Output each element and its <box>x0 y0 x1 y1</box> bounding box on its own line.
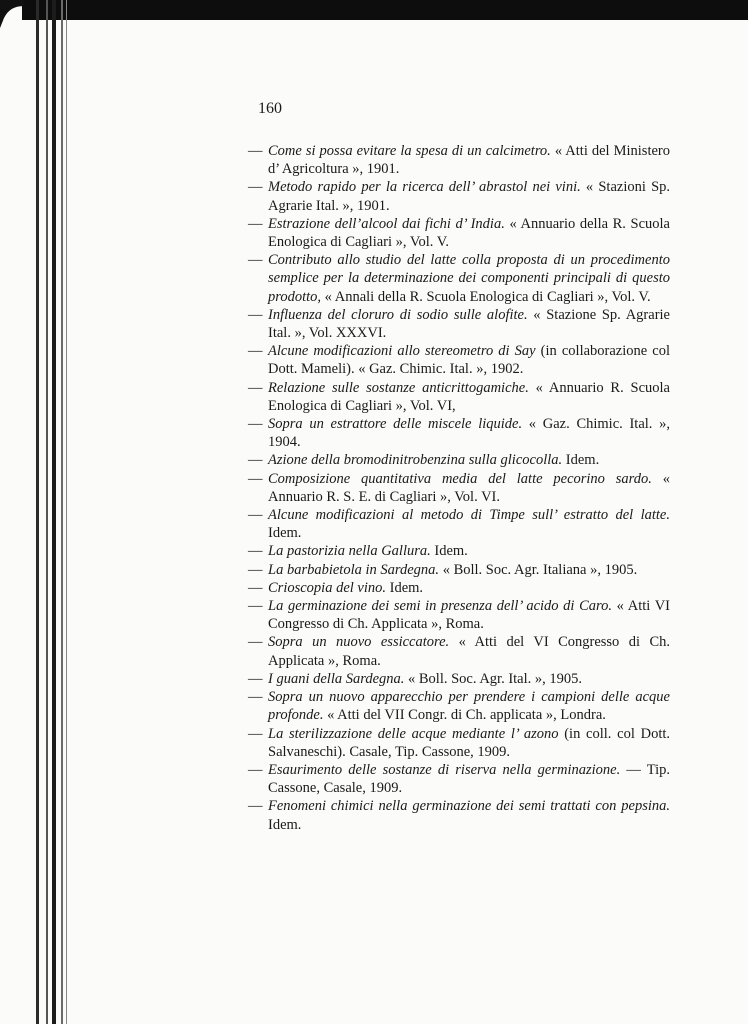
entry-title: Metodo rapido per la ricerca dell’ abrastol nei vini. <box>268 179 581 196</box>
entry-dash: — <box>248 179 263 196</box>
entry-source: « Annuario R. Scuola Enologica di Cagliari », Vol. VI, <box>268 379 670 414</box>
publication-entry <box>248 215 670 251</box>
entry-title: Influenza del cloruro di sodio sulle alofite. <box>268 306 528 323</box>
entry-dash: — <box>248 543 263 560</box>
entry-dash: — <box>248 143 263 159</box>
entry-title: Azione della bromodinitrobenzina sulla glicocolla. <box>268 452 563 469</box>
entry-source: « Atti del VII Congr. di Ch. applicata », Londra. <box>323 707 606 724</box>
entry-dash: — <box>248 416 263 433</box>
entry-title: La barbabietola in Sardegna. <box>268 561 440 578</box>
scan-top-border <box>22 0 748 20</box>
entry-dash: — <box>248 306 263 323</box>
entry-dash: — <box>248 252 263 269</box>
publication-entry <box>248 688 670 724</box>
entry-dash: — <box>248 452 263 469</box>
publication-list <box>248 142 670 834</box>
entry-title: I guani della Sardegna. <box>268 670 405 687</box>
entry-title: Crioscopia del vino. <box>268 579 387 596</box>
entry-title: La pastorizia nella Gallura. <box>268 543 431 560</box>
publication-entry <box>248 761 670 797</box>
publication-entry <box>248 251 670 306</box>
publication-entry <box>248 178 670 214</box>
entry-source: « Atti VI Congresso di Ch. Applicata », Roma. <box>268 598 670 633</box>
entry-source: « Boll. Soc. Agr. Ital. », 1905. <box>404 670 583 687</box>
entry-title: Esaurimento delle sostanze di riserva nella germinazione. <box>268 761 621 778</box>
page-number: 160 <box>258 100 282 117</box>
entry-source: Idem. <box>268 525 302 542</box>
entry-source: (in collaborazione col Dott. Mameli). « Gaz. Chimic. Ital. », 1902. <box>268 343 670 378</box>
publication-entry <box>248 451 670 469</box>
entry-title: Come si possa evitare la spesa di un calcimetro. <box>268 143 551 159</box>
entry-title: La germinazione dei semi in presenza dell’ acido di Caro. <box>268 598 613 615</box>
publication-entry <box>248 670 670 688</box>
entry-source: Idem. <box>386 579 424 596</box>
entry-dash: — <box>248 634 263 651</box>
publication-entry <box>248 797 670 833</box>
entry-source: « Gaz. Chimic. Ital. », 1904. <box>268 416 670 451</box>
entry-dash: — <box>248 798 263 815</box>
entry-source: — Tip. Cassone, Casale, 1909. <box>268 761 670 797</box>
publication-entry <box>248 306 670 342</box>
entry-dash: — <box>248 507 263 524</box>
publication-entry <box>248 561 670 579</box>
entry-dash: — <box>248 561 263 578</box>
publication-entry <box>248 415 670 451</box>
entry-dash: — <box>248 579 263 596</box>
entry-dash: — <box>248 470 263 487</box>
publication-entry <box>248 579 670 597</box>
publication-entry <box>248 542 670 560</box>
entry-title: Fenomeni chimici nella germinazione dei semi trattati con pepsina. <box>268 798 670 815</box>
publication-entry <box>248 379 670 415</box>
entry-dash: — <box>248 761 263 778</box>
publication-entry <box>248 142 670 178</box>
entry-source: Idem. <box>562 452 600 469</box>
entry-source: « Annuario della R. Scuola Enologica di Cagliari », Vol. V. <box>268 215 670 251</box>
entry-source: « Stazioni Sp. Agrarie Ital. », 1901. <box>268 179 671 214</box>
curled-page-corner <box>0 0 24 30</box>
entry-source: « Atti del Ministero d’ Agricoltura », 1901. <box>268 143 670 178</box>
entry-dash: — <box>248 343 263 360</box>
entry-source: « Stazione Sp. Agrarie Ital. », Vol. XXXVI. <box>268 306 670 342</box>
entry-title: Composizione quantitativa media del latte pecorino sardo. <box>268 470 652 487</box>
entry-title: Relazione sulle sostanze anticrittogamiche. <box>268 379 529 396</box>
entry-dash: — <box>248 379 263 396</box>
entry-title: Alcune modificazioni al metodo di Timpe sull’ estratto del latte. <box>268 507 670 524</box>
publication-entry <box>248 470 670 506</box>
entry-source: « Boll. Soc. Agr. Italiana », 1905. <box>439 561 638 578</box>
entry-source: Idem. <box>430 543 468 560</box>
entry-source: « Annali della R. Scuola Enologica di Cagliari », Vol. V. <box>321 288 651 305</box>
entry-title: Sopra un nuovo apparecchio per prendere i campioni delle acque profonde. <box>268 689 670 724</box>
entry-source: « Annuario R. S. E. di Cagliari », Vol. VI. <box>268 470 670 505</box>
entry-source: « Atti del VI Congresso di Ch. Applicata », Roma. <box>268 634 670 669</box>
entry-title: Sopra un estrattore delle miscele liquide. <box>268 416 523 433</box>
publication-entry <box>248 633 670 669</box>
entry-title: Contributo allo studio del latte colla proposta di un procedimento semplice per la determinazione dei componenti principali di questo prodotto, <box>268 252 670 305</box>
book-spine-edge <box>28 0 72 1024</box>
publication-entry <box>248 342 670 378</box>
entry-source: Idem. <box>268 816 302 833</box>
entry-dash: — <box>248 215 263 232</box>
publication-entry <box>248 597 670 633</box>
entry-source: (in coll. col Dott. Salvaneschi). Casale, Tip. Cassone, 1909. <box>268 725 670 760</box>
publication-entry <box>248 725 670 761</box>
publication-entry <box>248 506 670 542</box>
entry-title: Sopra un nuovo essiccatore. <box>268 634 450 651</box>
entry-title: La sterilizzazione delle acque mediante l’ azono <box>268 725 559 742</box>
entry-dash: — <box>248 598 263 615</box>
entry-dash: — <box>248 670 263 687</box>
entry-title: Alcune modificazioni allo stereometro di Say <box>268 343 536 360</box>
entry-title: Estrazione dell’alcool dai fichi d’ India. <box>268 215 505 232</box>
entry-dash: — <box>248 725 263 742</box>
entry-dash: — <box>248 689 263 706</box>
